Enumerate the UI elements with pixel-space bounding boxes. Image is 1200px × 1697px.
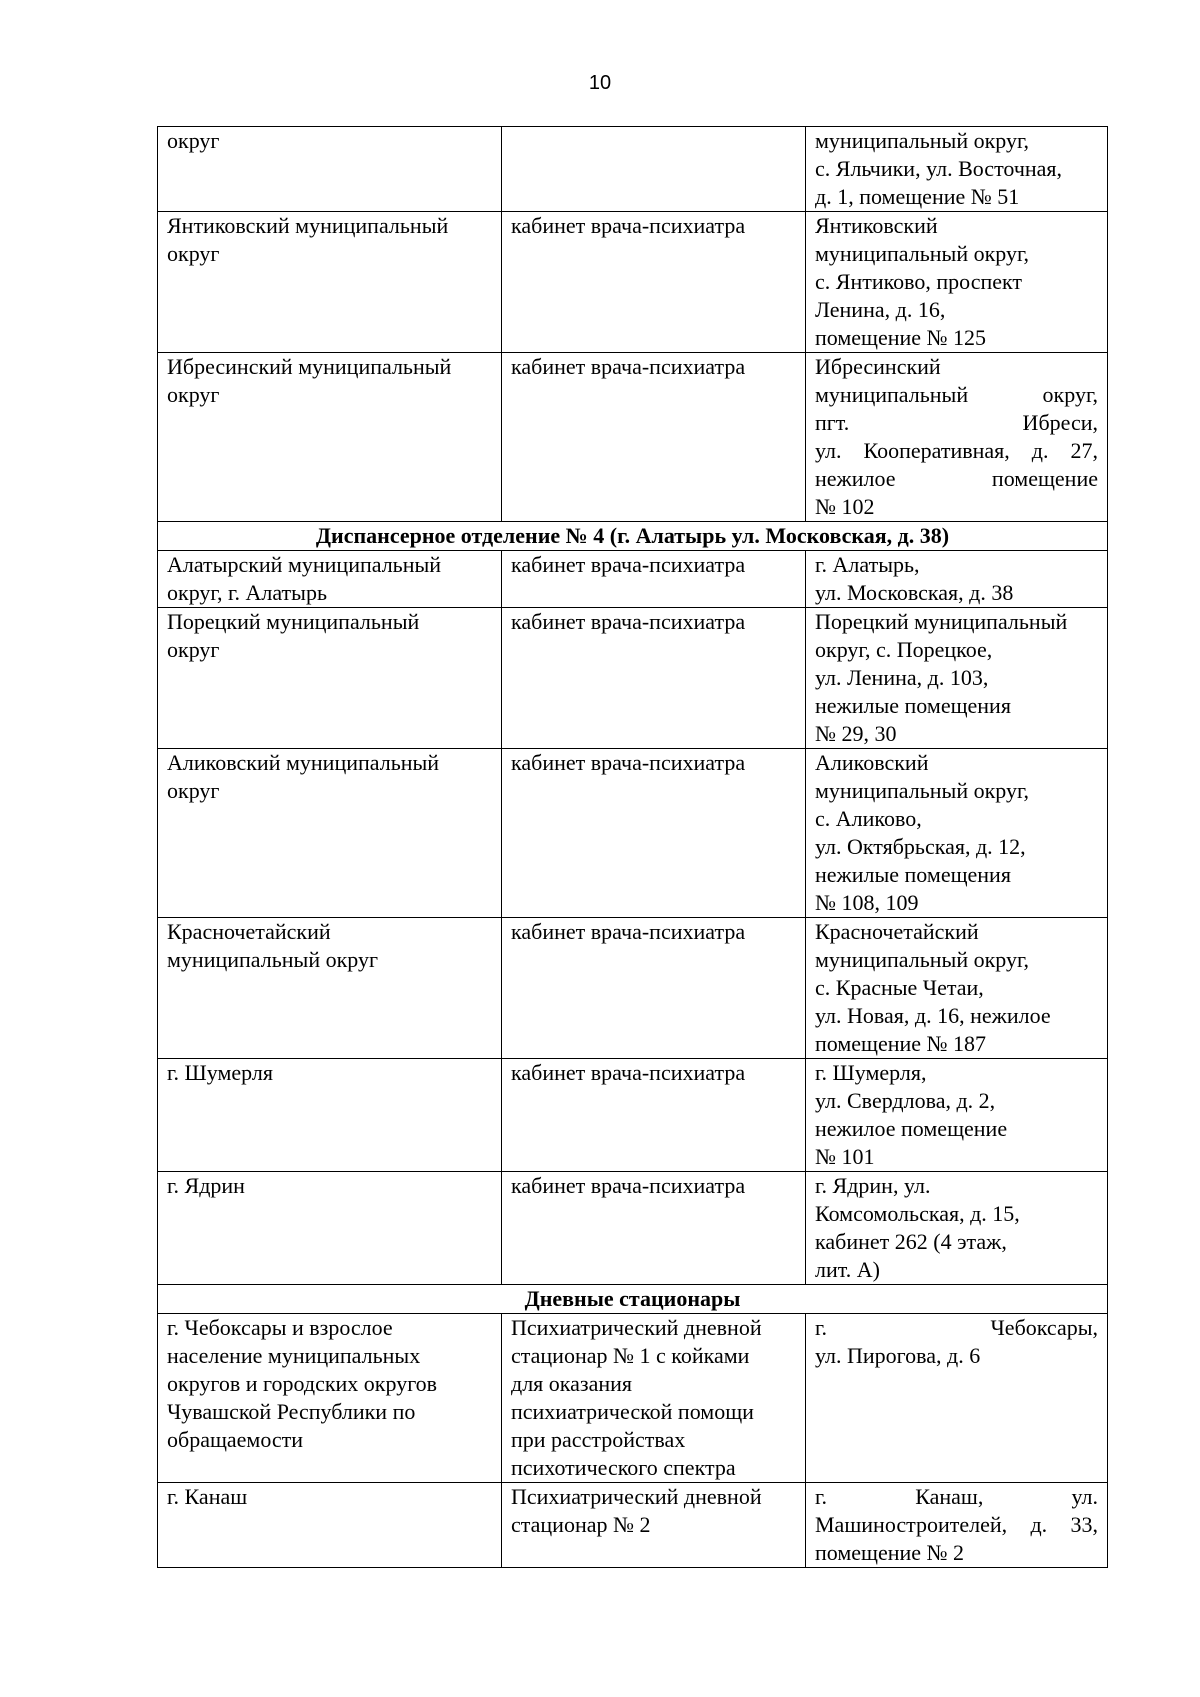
table-body — [158, 127, 1108, 1568]
address-cell — [806, 212, 1108, 353]
table-row — [158, 127, 1108, 212]
address-line: ул. Свердлова, д. 2, — [815, 1088, 996, 1113]
area-cell — [158, 608, 502, 749]
address-line: Аликовский — [815, 750, 929, 775]
address-line: № 29, 30 — [815, 721, 897, 746]
address-line: Ленина, д. 16, — [815, 297, 946, 322]
section-title: Дневные стационары — [158, 1285, 1108, 1314]
section-header-row — [158, 1285, 1108, 1314]
service-line: Психиатрический дневной — [511, 1484, 762, 1509]
table-row — [158, 608, 1108, 749]
service-line: кабинет врача-психиатра — [511, 609, 746, 634]
area-line: округ — [167, 382, 220, 407]
area-line: г. Чебоксары и взрослое — [167, 1315, 393, 1340]
table-row — [158, 749, 1108, 918]
area-cell — [158, 127, 502, 212]
area-cell — [158, 353, 502, 522]
area-cell — [158, 1059, 502, 1172]
address-cell — [806, 918, 1108, 1059]
address-line: ул. Новая, д. 16, нежилое — [815, 1003, 1051, 1028]
address-line: с. Яльчики, ул. Восточная, — [815, 156, 1063, 181]
table-row — [158, 1483, 1108, 1568]
area-cell — [158, 749, 502, 918]
address-line: нежилое помещение — [815, 1116, 1008, 1141]
address-line: ул. Пирогова, д. 6 — [815, 1343, 981, 1368]
table-row — [158, 551, 1108, 608]
address-cell — [806, 353, 1108, 522]
service-cell — [502, 608, 806, 749]
service-cell — [502, 1314, 806, 1483]
address-line: ул. Ленина, д. 103, — [815, 665, 989, 690]
table-row — [158, 1314, 1108, 1483]
service-line: кабинет врача-психиатра — [511, 552, 746, 577]
address-line: муниципальный округ, — [815, 778, 1030, 803]
address-line: нежилые помещения — [815, 693, 1011, 718]
address-cell — [806, 551, 1108, 608]
address-line: г. Канаш, ул. — [815, 1484, 1098, 1509]
address-cell — [806, 1314, 1108, 1483]
address-line: муниципальный округ, — [815, 947, 1030, 972]
address-line: г. Чебоксары, — [815, 1315, 1098, 1340]
area-line: Ибресинский муниципальный — [167, 354, 452, 379]
section-title: Диспансерное отделение № 4 (г. Алатырь ул. Московская, д. 38) — [158, 522, 1108, 551]
address-cell — [806, 127, 1108, 212]
address-cell — [806, 749, 1108, 918]
address-line: г. Алатырь, — [815, 552, 920, 577]
area-line: округ — [167, 241, 220, 266]
service-line: кабинет врача-психиатра — [511, 1060, 746, 1085]
area-line: округов и городских округов — [167, 1371, 438, 1396]
area-line: Порецкий муниципальный — [167, 609, 420, 634]
address-line: лит. А) — [815, 1257, 880, 1282]
area-line: округ — [167, 128, 220, 153]
address-line: округ, с. Порецкое, — [815, 637, 993, 662]
address-line: помещение № 187 — [815, 1031, 987, 1056]
address-line: муниципальный округ, — [815, 241, 1030, 266]
page-number: 10 — [588, 72, 612, 94]
address-line: с. Янтиково, проспект — [815, 269, 1023, 294]
area-line: г. Канаш — [167, 1484, 248, 1509]
table-row — [158, 1172, 1108, 1285]
service-line: для оказания — [511, 1371, 633, 1396]
area-cell — [158, 1314, 502, 1483]
service-line: стационар № 1 с койками — [511, 1343, 750, 1368]
area-line: г. Ядрин — [167, 1173, 245, 1198]
address-line: пгт. Ибреси, — [815, 410, 1098, 435]
service-cell — [502, 749, 806, 918]
address-line: ул. Кооперативная, д. 27, — [815, 438, 1098, 463]
area-line: округ, г. Алатырь — [167, 580, 327, 605]
address-line: г. Ядрин, ул. — [815, 1173, 931, 1198]
area-cell — [158, 1172, 502, 1285]
address-cell — [806, 1172, 1108, 1285]
service-line: кабинет врача-психиатра — [511, 354, 746, 379]
address-line: д. 1, помещение № 51 — [815, 184, 1020, 209]
service-cell — [502, 1059, 806, 1172]
area-cell — [158, 918, 502, 1059]
table-row — [158, 353, 1108, 522]
area-cell — [158, 1483, 502, 1568]
service-cell — [502, 127, 806, 212]
address-line: г. Шумерля, — [815, 1060, 927, 1085]
service-cell — [502, 353, 806, 522]
service-cell — [502, 551, 806, 608]
address-line: нежилое помещение — [815, 466, 1098, 491]
address-line: кабинет 262 (4 этаж, — [815, 1229, 1007, 1254]
area-line: г. Шумерля — [167, 1060, 273, 1085]
service-cell — [502, 918, 806, 1059]
area-line: округ — [167, 637, 220, 662]
address-line: Красночетайский — [815, 919, 979, 944]
address-line: с. Красные Четаи, — [815, 975, 984, 1000]
service-line: кабинет врача-психиатра — [511, 213, 746, 238]
service-line: при расстройствах — [511, 1427, 686, 1452]
area-cell — [158, 212, 502, 353]
address-cell — [806, 1483, 1108, 1568]
address-line: Машиностроителей, д. 33, — [815, 1512, 1098, 1537]
service-line: кабинет врача-психиатра — [511, 750, 746, 775]
address-line: муниципальный округ, — [815, 382, 1098, 407]
address-line: ул. Московская, д. 38 — [815, 580, 1014, 605]
service-line: психотического спектра — [511, 1455, 736, 1480]
table-row — [158, 212, 1108, 353]
service-cell — [502, 1172, 806, 1285]
area-line: округ — [167, 778, 220, 803]
area-line: муниципальный округ — [167, 947, 379, 972]
address-cell — [806, 1059, 1108, 1172]
service-line: стационар № 2 — [511, 1512, 651, 1537]
address-cell — [806, 608, 1108, 749]
area-line: Аликовский муниципальный — [167, 750, 440, 775]
address-line: ул. Октябрьская, д. 12, — [815, 834, 1026, 859]
table-row — [158, 918, 1108, 1059]
address-line: помещение № 2 — [815, 1540, 965, 1565]
service-line: кабинет врача-психиатра — [511, 919, 746, 944]
service-line: психиатрической помощи — [511, 1399, 754, 1424]
address-line: нежилые помещения — [815, 862, 1011, 887]
area-line: население муниципальных — [167, 1343, 421, 1368]
address-line: с. Аликово, — [815, 806, 922, 831]
area-line: Янтиковский муниципальный — [167, 213, 449, 238]
address-line: Янтиковский — [815, 213, 938, 238]
address-line: помещение № 125 — [815, 325, 987, 350]
section-header-row — [158, 522, 1108, 551]
address-line: Порецкий муниципальный — [815, 609, 1068, 634]
address-line: № 102 — [815, 494, 875, 519]
table-row — [158, 1059, 1108, 1172]
facilities-table — [157, 126, 1108, 1568]
service-cell — [502, 212, 806, 353]
service-cell — [502, 1483, 806, 1568]
area-line: Чувашской Республики по — [167, 1399, 416, 1424]
service-line: кабинет врача-психиатра — [511, 1173, 746, 1198]
address-line: Ибресинский — [815, 354, 941, 379]
area-cell — [158, 551, 502, 608]
service-line: Психиатрический дневной — [511, 1315, 762, 1340]
address-line: Комсомольская, д. 15, — [815, 1201, 1020, 1226]
address-line: № 108, 109 — [815, 890, 919, 915]
address-line: № 101 — [815, 1144, 875, 1169]
address-line: муниципальный округ, — [815, 128, 1030, 153]
area-line: обращаемости — [167, 1427, 304, 1452]
area-line: Алатырский муниципальный — [167, 552, 442, 577]
area-line: Красночетайский — [167, 919, 331, 944]
